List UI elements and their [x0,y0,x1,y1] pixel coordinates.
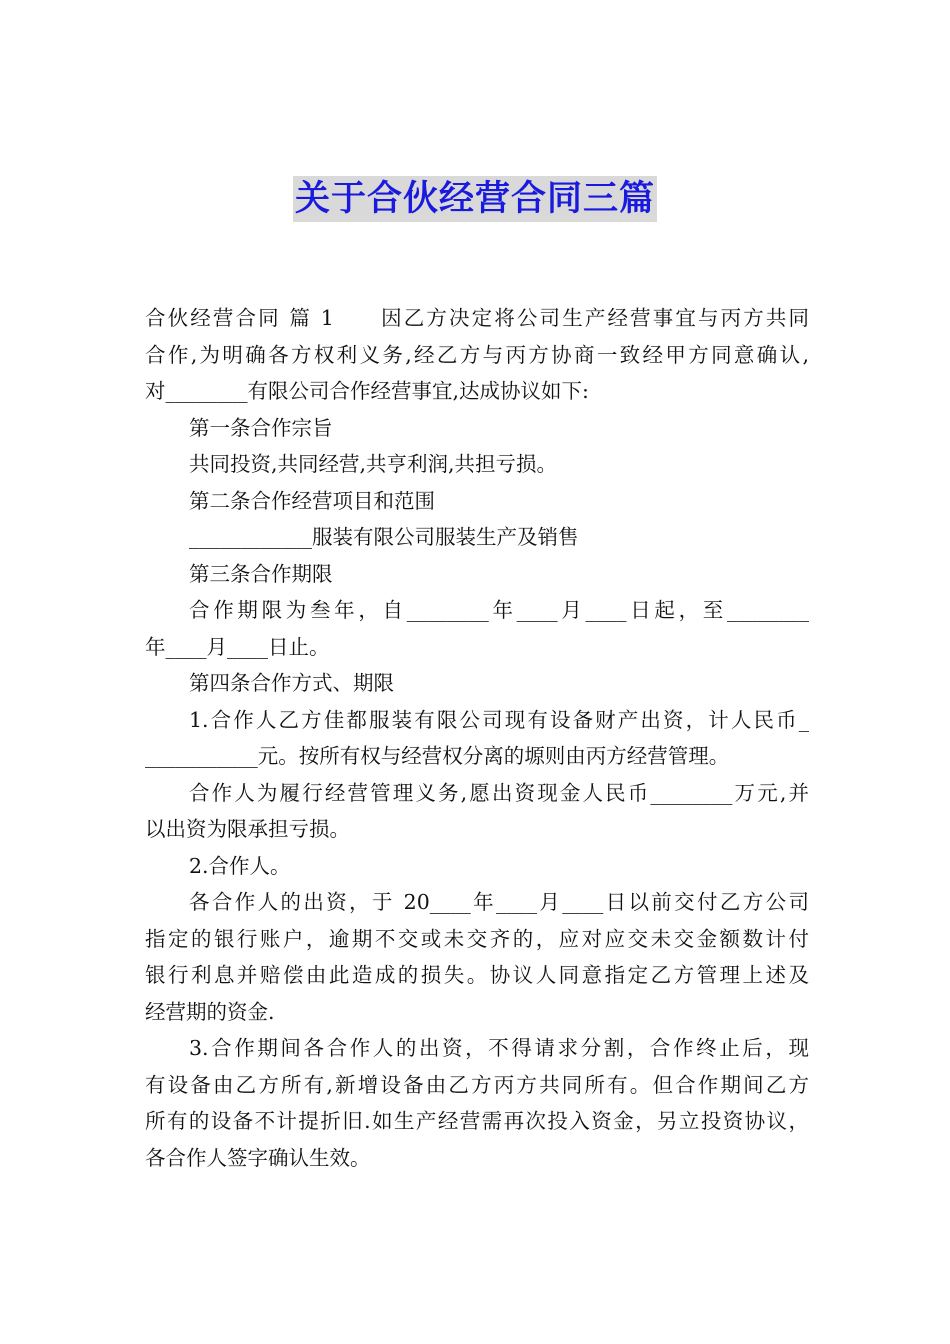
paragraph-line: 合作期限为叁年，自________年____月____日起，至________ [189,598,809,622]
paragraph-line: 各合作人的出资，于 20____年____月____日以前交付乙方公司 [189,890,809,914]
paragraph-line: 3.合作期间各合作人的出资，不得请求分割，合作终止后，现 [189,1036,809,1060]
paragraph-line: ____________服装有限公司服装生产及销售 [189,525,579,549]
paragraph-line: 共同投资,共同经营,共亨利润,共担亏损。 [189,452,558,476]
document-title: 关于合伙经营合同三篇 [293,176,657,222]
title-container [0,176,950,222]
paragraph-line: 合作,为明确各方权利义务,经乙方与丙方协商一致经甲方同意确认, [145,342,809,367]
article-heading: 第二条合作经营项目和范围 [189,488,435,513]
paragraph-line: 有设备由乙方所有,新增设备由乙方丙方共同所有。但合作期间乙方 [145,1072,809,1097]
paragraph-line: 经营期的资金. [145,999,275,1024]
paragraph-line: 年____月____日止。 [145,634,330,659]
paragraph-line: 1.合作人乙方佳都服装有限公司现有设备财产出资，计人民币_ [189,707,809,732]
paragraph-line: 合作人为履行经营管理义务,愿出资现金人民币________万元,并 [189,780,809,805]
paragraph-line: 2.合作人。 [189,853,291,878]
paragraph-line: 银行利息并赔偿由此造成的损失。协议人同意指定乙方管理上述及 [145,963,809,987]
article-heading: 第一条合作宗旨 [189,415,333,440]
paragraph-line: 合伙经营合同 篇 1 因乙方决定将公司生产经营事宜与丙方共同 [145,306,809,330]
article-heading: 第三条合作期限 [189,561,333,586]
paragraph-line: ___________元。按所有权与经营权分离的塬则由丙方经营管理。 [145,744,730,768]
article-heading: 第四条合作方式、期限 [189,671,394,695]
paragraph-line: 所有的设备不计提折旧.如生产经营需再次投入资金，另立投资协议， [145,1109,809,1133]
paragraph-line: 各合作人签字确认生效。 [145,1145,371,1170]
document-body [145,300,809,1176]
paragraph-line: 以出资为限承担亏损。 [145,817,350,841]
paragraph-line: 对________有限公司合作经营事宜,达成协议如下: [145,379,589,403]
paragraph-line: 指定的银行账户，逾期不交或未交齐的，应对应交未交金额数计付 [145,926,809,951]
